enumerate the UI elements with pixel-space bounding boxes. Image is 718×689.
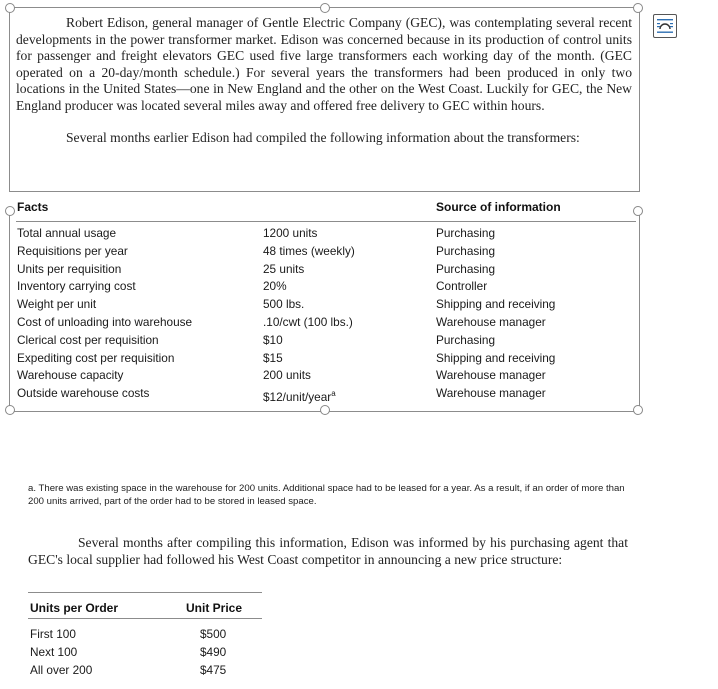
table-cell: Purchasing — [436, 243, 496, 258]
table-cell: First 100 — [30, 627, 76, 641]
layout-options-icon — [654, 15, 676, 37]
resize-handle[interactable] — [5, 3, 15, 13]
intro-paragraph-1: Robert Edison, general manager of Gentle Electric Company (GEC), was contemplating several recent developments in the power transformer market. Edison was concerned because in its production of control units for passenger and freight elevators GEC used five large transformers each working day of the month. (GEC operated on a 20-day/month schedule.) For several years the transformers had been produced in only two locations in the United States—one in New England and the other on the West Coast. Luckily for GEC, the New England producer was located several miles away and offered free delivery to GEC within hours. — [16, 15, 632, 113]
table-cell: Expediting cost per requisition — [17, 350, 175, 365]
table-cell: $475 — [200, 662, 227, 677]
units-per-order-header: Units per Order — [30, 601, 119, 615]
table-cell: $15 — [263, 350, 283, 365]
table-cell: Clerical cost per requisition — [17, 332, 159, 347]
table-cell: $490 — [200, 644, 227, 659]
table-cell: Requisitions per year — [17, 243, 128, 258]
table-cell: 500 lbs. — [263, 297, 305, 312]
source-column — [436, 225, 631, 403]
table-cell: 200 units — [263, 368, 311, 383]
facts-column-header: Facts — [17, 200, 49, 214]
facts-column — [17, 225, 257, 403]
table-cell: 1200 units — [263, 226, 318, 240]
table-cell: Warehouse manager — [436, 314, 546, 329]
table-cell: 25 units — [263, 261, 305, 276]
table-cell: Shipping and receiving — [436, 297, 556, 312]
table-cell: All over 200 — [30, 662, 93, 677]
source-column-header: Source of information — [436, 200, 561, 214]
resize-handle[interactable] — [5, 206, 15, 216]
table-cell: .10/cwt (100 lbs.) — [263, 314, 353, 329]
table-cell: Purchasing — [436, 226, 496, 240]
table-cell: $10 — [263, 332, 283, 347]
table-header-rule — [16, 221, 636, 222]
table-cell: Units per requisition — [17, 261, 122, 276]
footnote — [28, 482, 634, 508]
intro-section — [16, 15, 632, 147]
table-cell-value: $12/unit/year — [263, 390, 332, 405]
resize-handle[interactable] — [633, 3, 643, 13]
values-column — [263, 225, 428, 407]
table-cell — [263, 385, 428, 407]
table-cell: Warehouse capacity — [17, 368, 124, 383]
table-cell: Outside warehouse costs — [17, 386, 150, 401]
footnote-marker: a — [331, 389, 336, 399]
unit-price-header: Unit Price — [186, 601, 243, 615]
layout-options-button[interactable] — [653, 14, 677, 38]
table-cell: Purchasing — [436, 332, 496, 347]
footnote-text: There was existing space in the warehouse for 200 units. Additional space had to be leased for a year. As a result, if an order of more than 200 units arrived, part of the order had to be stored in leased space. — [28, 483, 625, 507]
resize-handle[interactable] — [5, 405, 15, 415]
resize-handle[interactable] — [320, 3, 330, 13]
intro-paragraph-2: Several months earlier Edison had compiled the following information about the transformers: — [66, 130, 580, 145]
resize-handle[interactable] — [633, 206, 643, 216]
table-cell: Purchasing — [436, 261, 496, 276]
table-cell: Controller — [436, 279, 488, 294]
price-column — [200, 626, 260, 679]
resize-handle[interactable] — [633, 405, 643, 415]
table-cell: 48 times (weekly) — [263, 243, 355, 258]
table-cell: Next 100 — [30, 644, 78, 659]
price-table-header-rule — [28, 618, 262, 619]
price-announcement-paragraph: Several months after compiling this information, Edison was informed by his purchasing agent that GEC's local supplier had followed his West Coast competitor in announcing a new price structure: — [28, 535, 628, 567]
table-cell: Shipping and receiving — [436, 350, 556, 365]
table-cell: Cost of unloading into warehouse — [17, 314, 193, 329]
table-cell: $500 — [200, 627, 227, 641]
table-cell: Warehouse manager — [436, 368, 546, 383]
table-cell: Total annual usage — [17, 226, 117, 240]
table-cell: Warehouse manager — [436, 386, 546, 401]
price-table-top-rule — [28, 592, 262, 593]
table-cell: Inventory carrying cost — [17, 279, 136, 294]
table-top-rule — [9, 191, 638, 192]
footnote-label: a. — [28, 483, 37, 494]
table-cell: Weight per unit — [17, 297, 97, 312]
units-column — [30, 626, 180, 679]
table-cell: 20% — [263, 279, 287, 294]
